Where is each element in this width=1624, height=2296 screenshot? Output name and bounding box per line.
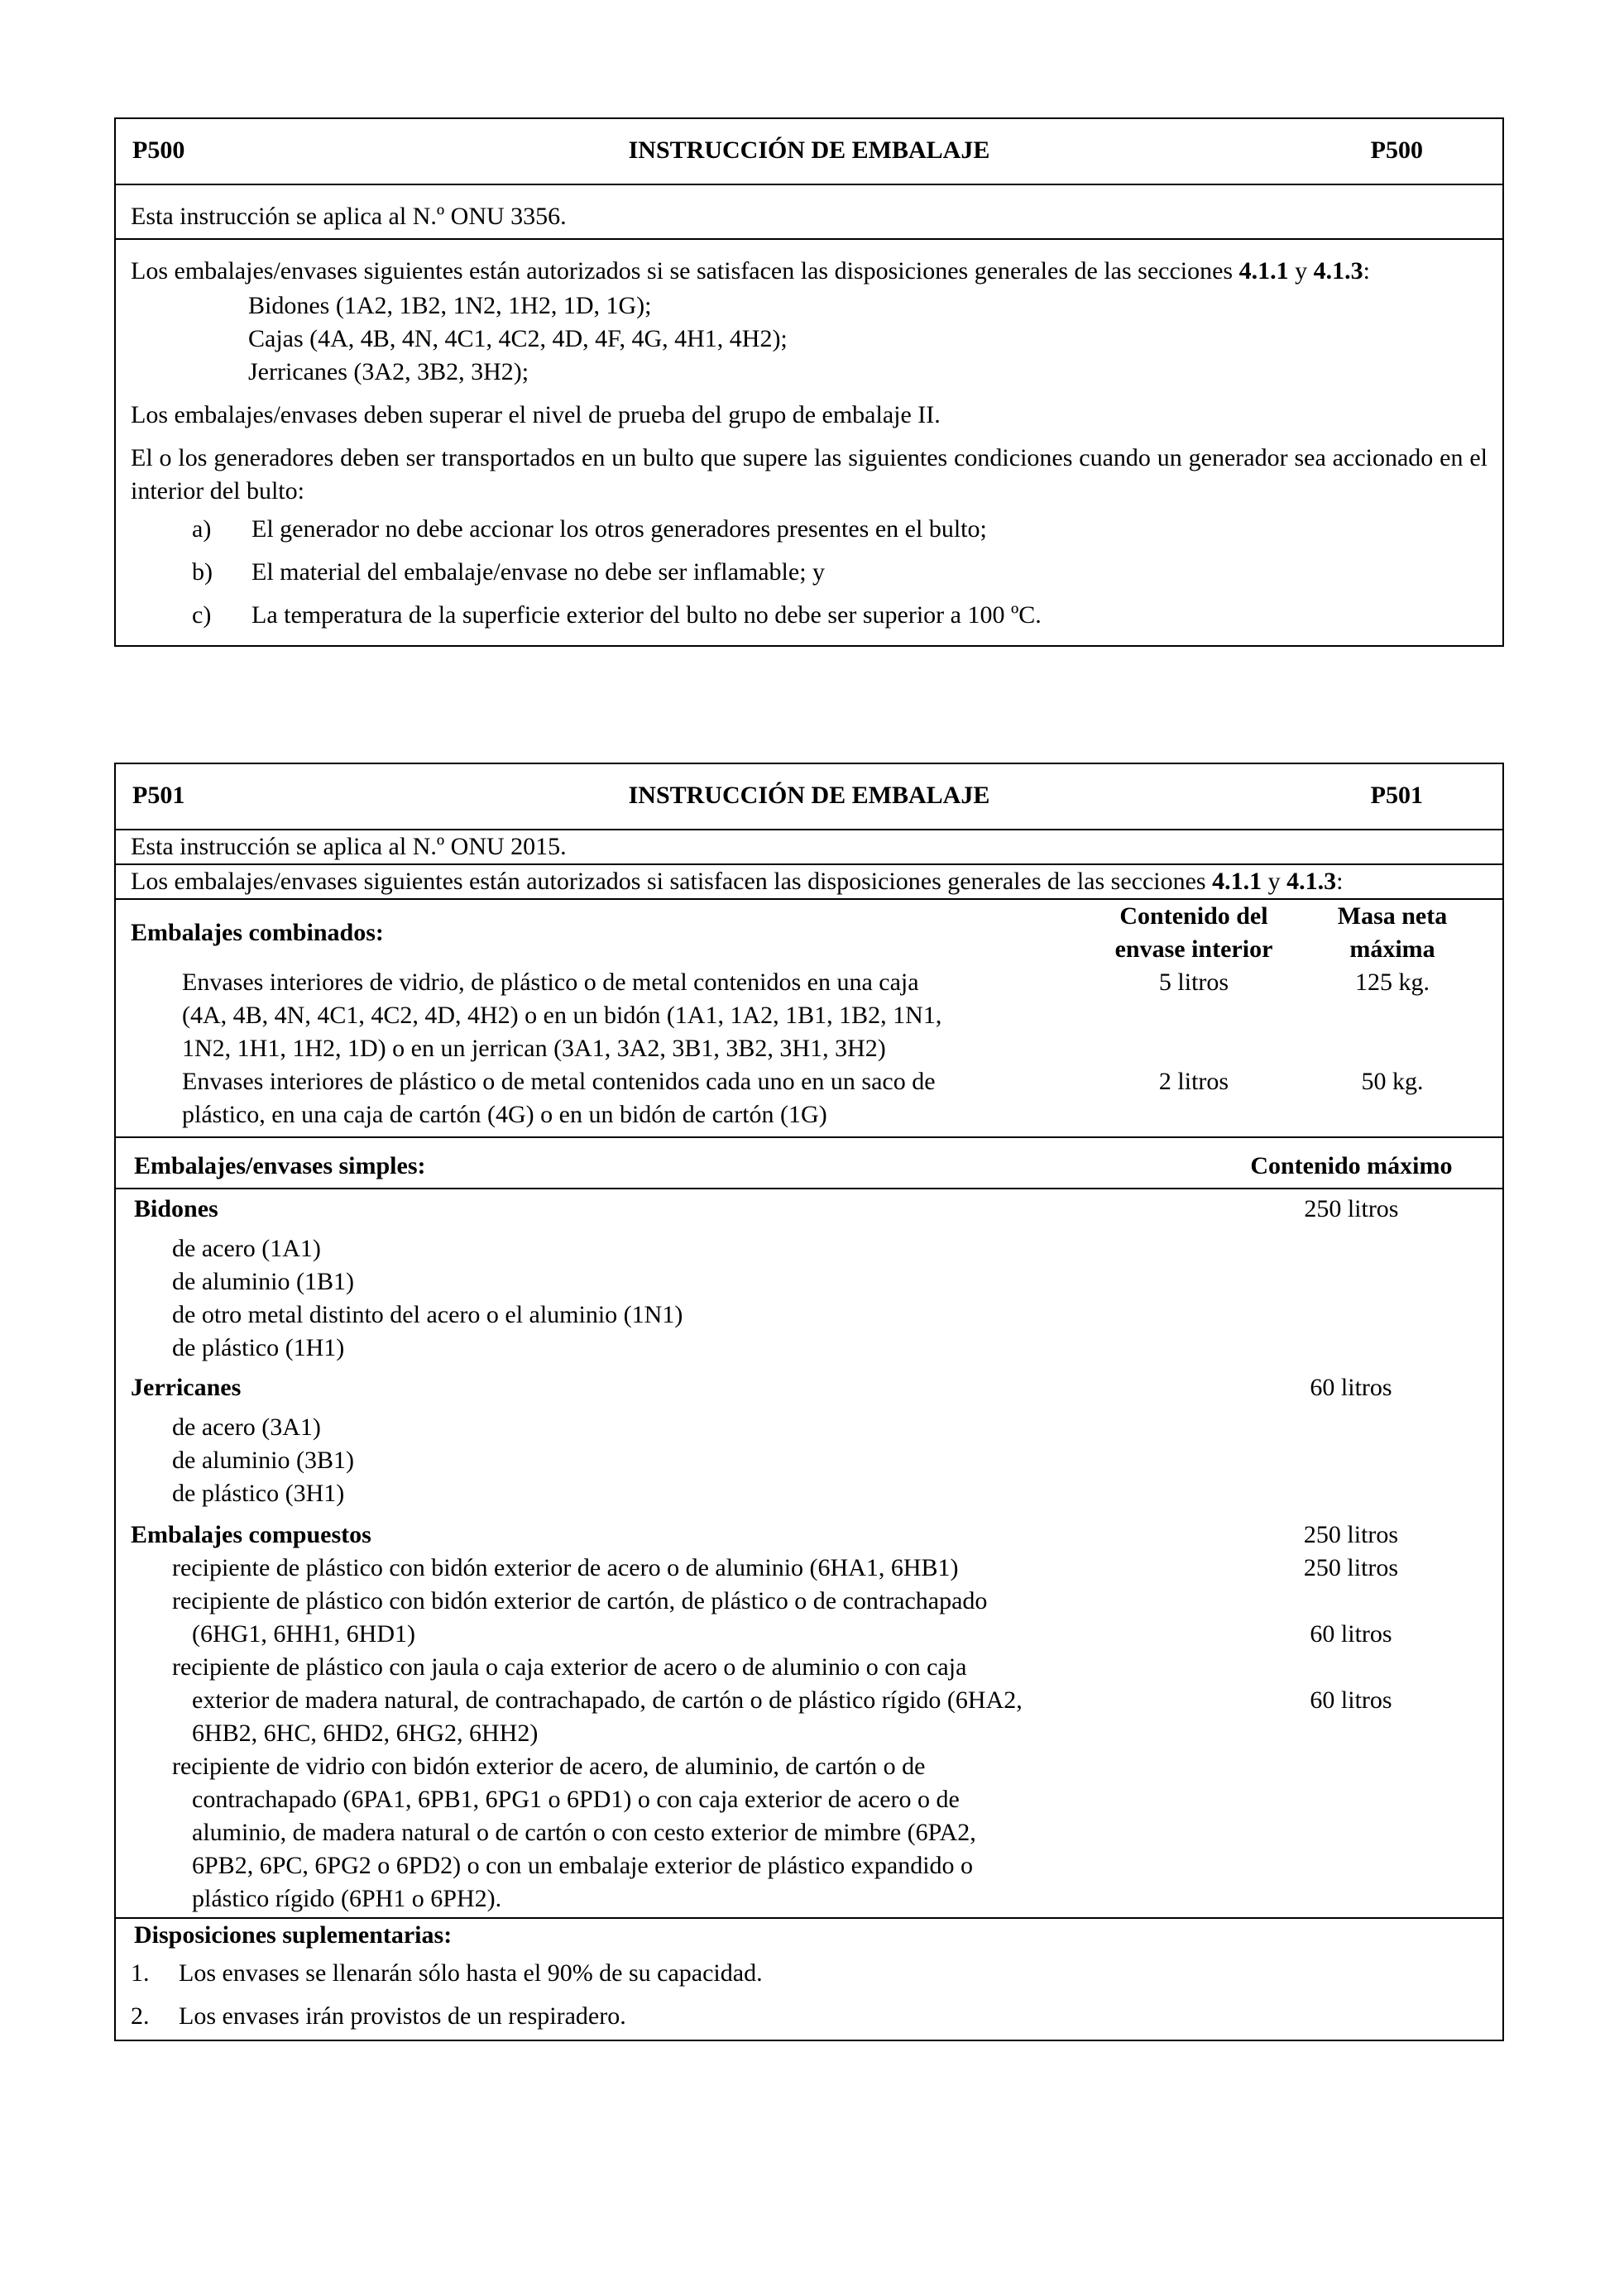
composite-item-3-max: 60 litros	[1310, 1686, 1392, 1714]
p500-body-row	[116, 238, 1502, 645]
p501-applies-row	[116, 829, 1502, 863]
p500-applies-row	[116, 184, 1502, 238]
composite-item-2	[131, 1585, 1487, 1651]
jerricans-label: Jerricanes	[131, 1374, 242, 1401]
combined-row-2-text: Envases interiores de plástico o de metal contenidos cada uno en un saco de plástico, en una caja de cartón (4G) o en un bidón de cartón (1G)	[182, 1068, 936, 1128]
p500-condition-c: c) La temperatura de la superficie exterior del bulto no debe ser superior a 100 ºC.	[192, 601, 1042, 629]
composite-item-2-text: recipiente de plástico con bidón exterior de cartón, de plástico o de contrachapado (6HG1, 6HH1, 6HD1)	[172, 1587, 988, 1648]
composite-item-4-max	[1214, 1750, 1487, 1916]
p500-intro: Los embalajes/envases siguientes están autorizados si se satisfacen las disposiciones generales de las secciones 4.1.1 y 4.1.3:	[131, 257, 1370, 285]
composite-item-1	[131, 1552, 1487, 1585]
composite-item-2-max: 60 litros	[1310, 1620, 1392, 1648]
p501-applies: Esta instrucción se aplica al N.º ONU 2015.	[131, 833, 567, 860]
combined-label: Embalajes combinados:	[131, 919, 384, 946]
drums-list	[131, 1232, 1487, 1365]
p501-single-body	[116, 1188, 1502, 1917]
p501-combined-header	[131, 900, 1487, 966]
p501-header-row	[116, 764, 1502, 829]
drums-max: 250 litros	[1304, 1195, 1399, 1222]
drum-plastic: de plástico (1H1)	[172, 1334, 345, 1361]
jerricans-max: 60 litros	[1310, 1374, 1392, 1401]
p500-test-level: Los embalajes/envases deben superar el nivel de prueba del grupo de embalaje II.	[131, 401, 941, 428]
p501-supplementary	[116, 1917, 1502, 2040]
combined-row-1-mass: 125 kg.	[1355, 969, 1430, 996]
p501-code-left: P501	[132, 782, 185, 809]
supplementary-label: Disposiciones suplementarias:	[134, 1921, 453, 1949]
combined-row-1	[131, 966, 1487, 1065]
composite-item-3	[131, 1651, 1487, 1750]
p500-generators: El o los generadores deben ser transportados en un bulto que supere las siguientes condiciones cuando un generador sea accionado en el interior del bulto:	[131, 444, 1487, 505]
composite-max: 250 litros	[1303, 1521, 1399, 1548]
composite-item-4-text: recipiente de vidrio con bidón exterior de acero, de aluminio, de cartón o de contrachapado (6PA1, 6PB1, 6PG1 o 6PD1) o con caja exterior de acero o de aluminio, de madera natural o de cartón o con cesto exterior de mimbre (6PA2, 6PB2, 6PC, 6PG2 o 6PD2) o con un embalaje exterior de plástico expandido o plástico rígido (6PH1 o 6PH2).	[172, 1753, 976, 1912]
p500-title: INSTRUCCIÓN DE EMBALAJE	[628, 136, 990, 164]
jerrican-plastic: de plástico (3H1)	[172, 1480, 345, 1507]
jerricans-list	[131, 1411, 1487, 1510]
drum-other-metal: de otro metal distinto del acero o el aluminio (1N1)	[172, 1301, 683, 1328]
max-content-header: Contenido máximo	[1250, 1152, 1453, 1179]
p500-header-row	[116, 119, 1502, 184]
composite-item-4	[131, 1750, 1487, 1916]
p500-table	[114, 117, 1504, 647]
combined-row-2-inner: 2 litros	[1158, 1068, 1229, 1095]
jerrican-aluminium: de aluminio (3B1)	[172, 1447, 354, 1474]
combined-row-2-mass: 50 kg.	[1361, 1068, 1424, 1095]
combined-row-2	[131, 1065, 1487, 1131]
drums-label: Bidones	[134, 1195, 218, 1222]
supplementary-item-1: 1. Los envases se llenarán sólo hasta el 90% de su capacidad.	[131, 1959, 763, 1987]
composite-item-1-text: recipiente de plástico con bidón exterior de acero o de aluminio (6HA1, 6HB1)	[172, 1554, 959, 1581]
composite-heading-row	[131, 1519, 1487, 1552]
col-mass-header: Masa neta máxima	[1337, 902, 1448, 963]
p501-title: INSTRUCCIÓN DE EMBALAJE	[628, 782, 990, 809]
p500-condition-b: b) El material del embalaje/envase no debe ser inflamable; y	[192, 558, 826, 586]
p501-intro: Los embalajes/envases siguientes están autorizados si satisfacen las disposiciones generales de las secciones 4.1.1 y 4.1.3:	[131, 868, 1344, 895]
p501-combined-section	[116, 898, 1502, 1136]
jerricans-heading-row	[131, 1371, 1487, 1404]
single-label: Embalajes/envases simples:	[134, 1152, 426, 1179]
drums-heading-row	[131, 1193, 1487, 1226]
composite-label: Embalajes compuestos	[131, 1521, 371, 1548]
col-inner-header: Contenido del envase interior	[1114, 902, 1273, 963]
p501-single-header	[116, 1136, 1502, 1188]
p501-code-right: P501	[1370, 782, 1423, 809]
p500-packaging-boxes: Cajas (4A, 4B, 4N, 4C1, 4C2, 4D, 4F, 4G, 4H1, 4H2);	[248, 325, 788, 352]
p501-table	[114, 763, 1504, 2041]
composite-item-1-max: 250 litros	[1303, 1554, 1399, 1581]
p500-applies: Esta instrucción se aplica al N.º ONU 3356.	[131, 203, 567, 230]
drum-steel: de acero (1A1)	[172, 1235, 321, 1262]
p500-packagings-list	[131, 289, 1487, 389]
supplementary-item-2: 2. Los envases irán provistos de un respiradero.	[131, 2002, 626, 2030]
p501-intro-row	[116, 863, 1502, 898]
combined-row-1-inner: 5 litros	[1158, 969, 1229, 996]
p500-code-left: P500	[132, 136, 185, 164]
composite-item-3-text: recipiente de plástico con jaula o caja exterior de acero o de aluminio o con caja exterior de madera natural, de contrachapado, de cartón o de plástico rígido (6HA2, 6HB2, 6HC, 6HD2, 6HG2, 6HH2)	[172, 1653, 1023, 1747]
jerrican-steel: de acero (3A1)	[172, 1413, 321, 1441]
p500-condition-a: a) El generador no debe accionar los otros generadores presentes en el bulto;	[192, 515, 987, 543]
p500-packaging-jerricans: Jerricanes (3A2, 3B2, 3H2);	[248, 358, 529, 385]
combined-row-1-text: Envases interiores de vidrio, de plástico o de metal contenidos en una caja (4A, 4B, 4N, 4C1, 4C2, 4D, 4H2) o en un bidón (1A1, 1A2, 1B1, 1B2, 1N1, 1N2, 1H1, 1H2, 1D) o en un jerrican (3A1, 3A2, 3B1, 3B2, 3H1, 3H2)	[182, 969, 942, 1062]
p500-code-right: P500	[1370, 136, 1423, 164]
drum-aluminium: de aluminio (1B1)	[172, 1268, 354, 1295]
p500-packaging-drums: Bidones (1A2, 1B2, 1N2, 1H2, 1D, 1G);	[248, 292, 652, 319]
